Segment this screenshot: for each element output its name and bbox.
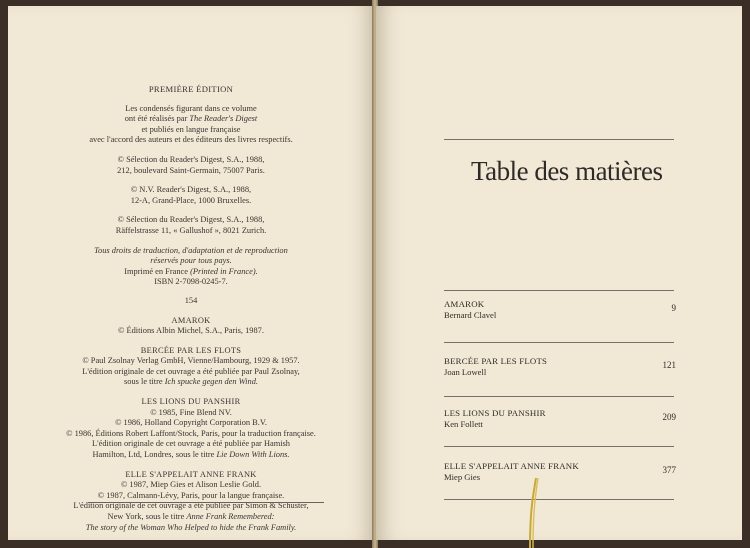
entry-author: Miep Gies [444, 471, 481, 482]
entry-author: Joan Lowell [444, 366, 487, 377]
entry-author: Ken Follett [444, 418, 483, 429]
copyright-line: Räffelstrasse 11, « Gallushof », 8021 Zurich. [115, 225, 267, 235]
bercee-copyright: © Paul Zsolnay Verlag GmbH, Vienne/Hambourg, 1929 & 1957. [82, 356, 300, 366]
entry-rule [444, 396, 674, 397]
bercee-copyright: sous le titre Ich spucke gegen den Wind. [124, 377, 258, 387]
work-title-lions: LES LIONS DU PANSHIR [141, 397, 241, 407]
intro-line: Les condensés figurant dans ce volume [125, 103, 257, 113]
toc-title: Table des matières [471, 156, 663, 186]
entry-title: LES LIONS DU PANSHIR [444, 408, 546, 418]
entry-author: Bernard Clavel [444, 309, 497, 320]
volume-number: 154 [184, 295, 198, 305]
lions-copyright: © 1986, Éditions Robert Laffont/Stock, Paris, pour la traduction française. [66, 428, 316, 438]
toc-entry [444, 408, 676, 429]
lions-copyright: L'édition originale de cet ouvrage a été publiée par Hamish [91, 439, 290, 449]
anne-copyright: New York, sous le titre Anne Frank Remembered: [107, 512, 275, 521]
right-page [376, 6, 742, 540]
entry-page: 209 [662, 412, 676, 422]
rights-line: réservés pour tous pays. [150, 256, 232, 266]
entry-page: 9 [671, 303, 676, 313]
copyright-line: © Sélection du Reader's Digest, S.A., 1988, [117, 154, 265, 164]
intro-line: avec l'accord des auteurs et des éditeurs des livres respectifs. [89, 135, 293, 145]
lions-copyright: © 1986, Holland Copyright Corporation B.V. [115, 418, 267, 428]
copyright-line: © N.V. Reader's Digest, S.A., 1988, [130, 185, 252, 195]
entry-title: ELLE S'APPELAIT ANNE FRANK [444, 461, 579, 471]
entry-title: BERCÉE PAR LES FLOTS [444, 356, 548, 366]
copyright-line: 212, boulevard Saint-Germain, 75007 Paris. [117, 165, 265, 175]
toc-entry [444, 461, 676, 482]
anne-copyright: The story of the Woman Who Helped to hide the Frank Family. [85, 522, 297, 532]
toc-entry [444, 299, 676, 320]
bookmark-ribbon [526, 478, 542, 548]
anne-copyright: © 1987, Miep Gies et Alison Leslie Gold. [120, 480, 262, 490]
title-rule-bottom [444, 290, 674, 291]
work-title-amarok: AMAROK [171, 315, 211, 325]
left-page [8, 6, 375, 540]
anne-copyright: © 1987, Calmann-Lévy, Paris, pour la langue française. [97, 490, 285, 500]
entry-rule [444, 342, 674, 343]
printed-line: Imprimé en France (Printed in France). [124, 266, 258, 276]
title-rule-top [444, 139, 674, 140]
lions-copyright: © 1985, Fine Blend NV. [150, 407, 232, 417]
intro-line: ont été réalisés par The Reader's Digest [124, 114, 258, 124]
entry-rule [444, 499, 674, 500]
work-title-bercee: BERCÉE PAR LES FLOTS [140, 345, 242, 355]
isbn: ISBN 2-7098-0245-7. [154, 277, 228, 287]
work-title-anne: ELLE S'APPELAIT ANNE FRANK [125, 469, 257, 479]
copyright-line: © Sélection du Reader's Digest, S.A., 1988, [117, 215, 265, 225]
bercee-copyright: L'édition originale de cet ouvrage a été publiée par Paul Zsolnay, [82, 366, 300, 376]
toc-entry [444, 356, 676, 377]
entry-title: AMAROK [444, 299, 485, 309]
edition-heading: PREMIÈRE ÉDITION [148, 84, 234, 94]
entry-page: 377 [662, 465, 676, 475]
lions-copyright: Hamilton, Ltd, Londres, sous le titre Lie Down With Lions. [92, 450, 290, 460]
entry-rule [444, 446, 674, 447]
copyright-line: 12-A, Grand-Place, 1000 Bruxelles. [130, 195, 252, 205]
anne-copyright: L'édition originale de cet ouvrage a été publiée par Simon & Schuster, [73, 501, 309, 511]
entry-page: 121 [662, 360, 676, 370]
amarok-copyright: © Éditions Albin Michel, S.A., Paris, 1987. [118, 326, 264, 336]
rights-line: Tous droits de traduction, d'adaptation et de reproduction [94, 245, 288, 255]
bottom-rule [88, 502, 324, 503]
intro-line: et publiés en langue française [141, 124, 241, 134]
copyright-block [8, 84, 374, 533]
